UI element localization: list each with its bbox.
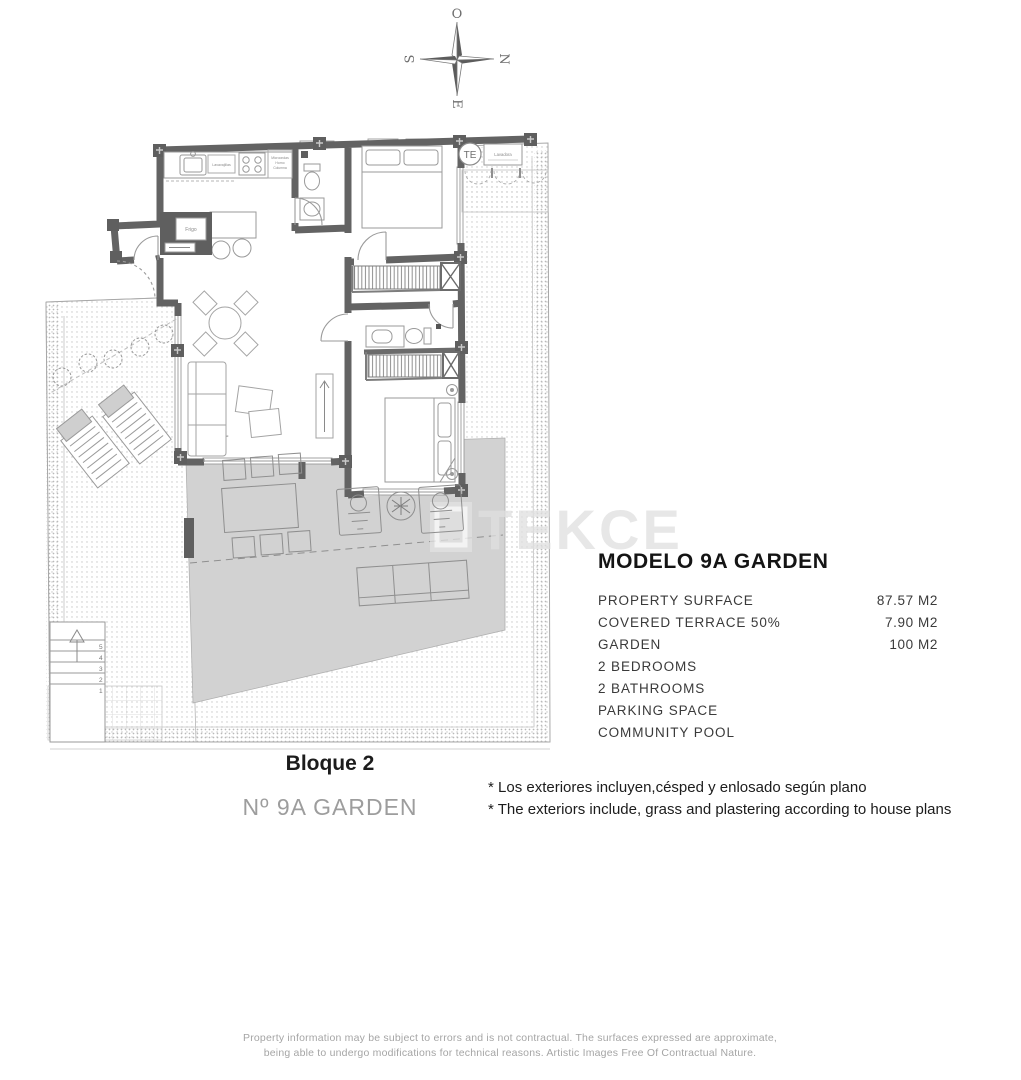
info-label: 2 BEDROOMS [598, 659, 698, 674]
info-row [598, 634, 938, 656]
info-row [598, 678, 938, 700]
stair-number: 4 [99, 655, 103, 662]
dining-table [209, 307, 241, 339]
info-row [598, 590, 938, 612]
unit-number-label: Nº 9A GARDEN [242, 794, 418, 820]
exterior-notes [488, 777, 968, 821]
disclaimer-line-1: Property information may be subject to errors and is not contractual. The surfaces expressed are approximate, [242, 1032, 778, 1044]
info-row [598, 612, 938, 634]
sofa [188, 362, 226, 456]
disclaimer-line-2: being able to undergo modifications for technical reasons. Artistic Images Free Of Contractual Nature. [263, 1046, 757, 1059]
microwave-label-3: Columna [273, 166, 287, 170]
info-row [598, 700, 938, 722]
info-row [598, 656, 938, 678]
pillow [404, 150, 438, 165]
stairs [50, 622, 105, 742]
info-value: 87.57 M2 [876, 593, 938, 608]
note-spanish: * Los exteriores incluyen,césped y enlosado según plano [488, 779, 867, 796]
te-label: TE [463, 150, 477, 161]
stair-number: 3 [99, 666, 103, 673]
info-label: 2 BATHROOMS [598, 681, 706, 696]
stair-number: 1 [99, 688, 103, 695]
pillow [366, 150, 400, 165]
stair-number: 5 [99, 644, 103, 651]
unit-info-title: MODELO 9A GARDEN [598, 550, 829, 573]
info-label: COVERED TERRACE 50% [598, 615, 781, 630]
bedroom-2 [385, 385, 458, 483]
microwave-label-2: Horno [275, 161, 285, 165]
microwave-label-1: Microondas [271, 156, 289, 160]
info-label: PROPERTY SURFACE [598, 593, 754, 608]
watermark-text: TEKCE [478, 498, 683, 561]
stair-number: 2 [99, 677, 103, 684]
info-value: 100 M2 [889, 637, 938, 652]
compass-rose [403, 7, 511, 109]
info-label: GARDEN [598, 637, 662, 652]
info-label: COMMUNITY POOL [598, 725, 735, 740]
info-value: 7.90 M2 [885, 615, 938, 630]
dishwasher-label: Lavavajillas [212, 163, 231, 167]
info-label: PARKING SPACE [598, 703, 718, 718]
compass-letter-e: E [449, 99, 464, 109]
coffee-table [249, 409, 282, 438]
washer-label: Lavadora [494, 152, 512, 157]
disclaimer [170, 1031, 850, 1060]
info-row [598, 722, 938, 744]
bedroom-1 [362, 146, 442, 228]
compass-letter-o: O [451, 7, 463, 22]
note-english: * The exteriors include, grass and plastering according to house plans [488, 801, 952, 818]
fridge-label: Frigo [185, 227, 197, 233]
compass-letter-s: S [403, 54, 418, 64]
block-label: Bloque 2 [285, 752, 375, 775]
pillow [438, 403, 451, 437]
unit-info-panel [598, 550, 938, 744]
compass-letter-n: N [496, 53, 511, 65]
